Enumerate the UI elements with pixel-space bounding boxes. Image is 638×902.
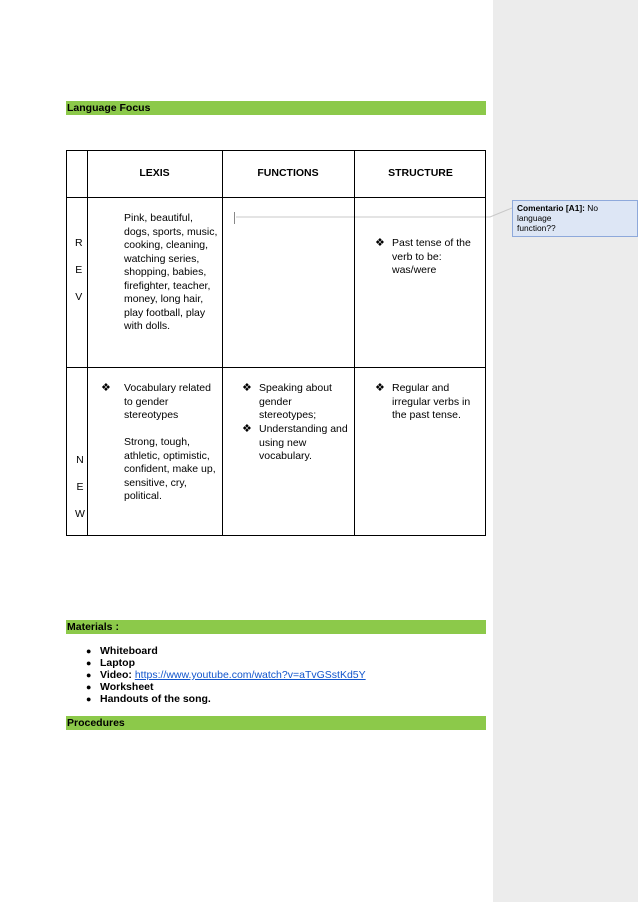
new-lexis: ❖ Vocabulary related to gender stereotypes Strong, tough, athletic, optimistic, confident, make up, sensitive, cry, political. [101,382,216,502]
comment-box[interactable] [512,200,638,237]
bullet-icon: ● [86,646,92,656]
video-link[interactable]: https://www.youtube.com/watch?v=aTvGSstKd5Y [134,669,366,681]
diamond-bullet-icon: ❖ [242,423,252,435]
diamond-bullet-icon: ❖ [101,382,111,394]
rev-letter: E [75,264,83,276]
text-cursor [234,212,235,224]
new-letter: W [75,508,85,520]
bullet-icon: ● [86,670,92,680]
rev-letters [75,237,83,318]
comment-text-2: function?? [517,223,556,233]
list-item: ● Whiteboard [86,645,158,657]
header-functions: FUNCTIONS [257,167,319,179]
rev-lexis: Pink, beautiful, dogs, sports, music, cooking, cleaning, watching series, shopping, babies, firefighter, teacher, money, long hair, play football, play with dolls. [124,212,218,332]
diamond-bullet-icon: ❖ [375,237,385,249]
comment-pane [493,0,638,902]
rev-letter: V [75,291,83,303]
list-item: ● Handouts of the song. [86,693,211,705]
new-functions-1: ❖ Speaking about gender stereotypes; [242,382,332,421]
new-letters [75,454,85,535]
section-materials: Materials : [66,620,486,634]
new-structure: ❖ Regular and irregular verbs in the past tense. [375,382,471,421]
header-structure: STRUCTURE [388,167,453,179]
list-item: ● Worksheet [86,681,154,693]
comment-author: Comentario [A1]: [517,203,585,213]
section-language-focus: Language Focus [66,101,486,115]
new-letter: N [76,454,84,466]
list-item: ● Laptop [86,657,135,669]
list-item: ● Video: https://www.youtube.com/watch?v=aTvGSstKd5Y [86,669,366,681]
header-lexis: LEXIS [139,167,170,179]
bullet-icon: ● [86,682,92,692]
new-letter: E [76,481,84,493]
language-focus-table [66,150,486,536]
bullet-icon: ● [86,694,92,704]
diamond-bullet-icon: ❖ [242,382,252,394]
new-functions-2: ❖ Understanding and using new vocabulary. [242,423,348,462]
rev-letter: R [75,237,83,249]
rev-structure: ❖ Past tense of the verb to be: was/were [375,237,471,276]
diamond-bullet-icon: ❖ [375,382,385,394]
comment-text: No language [517,203,598,223]
section-procedures: Procedures [66,716,486,730]
bullet-icon: ● [86,658,92,668]
materials-list [86,645,366,705]
